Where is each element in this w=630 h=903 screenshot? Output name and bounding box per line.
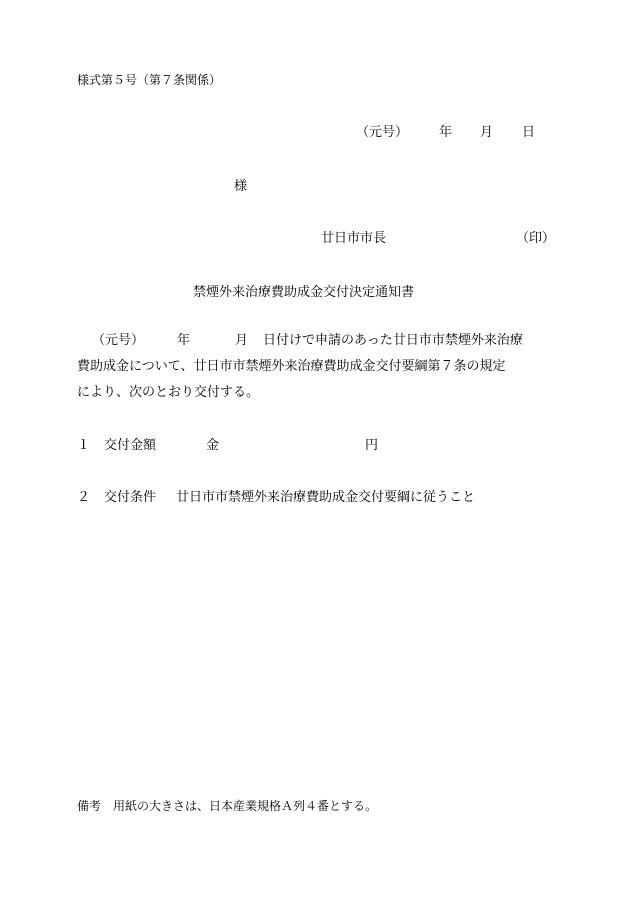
body-year: 年 xyxy=(177,333,191,348)
document-title: 禁煙外来治療費助成金交付決定通知書 xyxy=(193,285,415,300)
body-rest: 日付けで申請のあった廿日市市禁煙外来治療 xyxy=(263,333,523,348)
body-era: （元号） xyxy=(92,333,145,348)
body-month: 月 xyxy=(235,333,249,348)
item-label: 交付条件 xyxy=(104,490,157,505)
amount-prefix: 金 xyxy=(206,438,220,453)
amount-suffix: 円 xyxy=(365,438,379,453)
item-number: １ xyxy=(77,438,91,453)
addressee-honorific: 様 xyxy=(234,179,248,194)
body-line-2: 費助成金について、廿日市市禁煙外来治療費助成金交付要綱第７条の規定 xyxy=(77,359,506,374)
item-number: ２ xyxy=(77,490,91,505)
form-reference: 様式第５号（第７条関係） xyxy=(77,73,222,87)
conditions-value: 廿日市市禁煙外来治療費助成金交付要綱に従うこと xyxy=(176,490,476,505)
date-year: 年 xyxy=(439,125,453,140)
issuer-name: 廿日市市長 xyxy=(321,231,387,246)
issuer-seal: （印） xyxy=(516,231,556,246)
date-era: （元号） xyxy=(356,125,409,140)
item-label: 交付金額 xyxy=(104,438,157,453)
body-line-3: により、次のとおり交付する。 xyxy=(77,385,260,400)
date-day: 日 xyxy=(522,125,536,140)
remarks-note: 備考 用紙の大きさは、日本産業規格Ａ列４番とする。 xyxy=(77,799,378,813)
date-month: 月 xyxy=(480,125,494,140)
